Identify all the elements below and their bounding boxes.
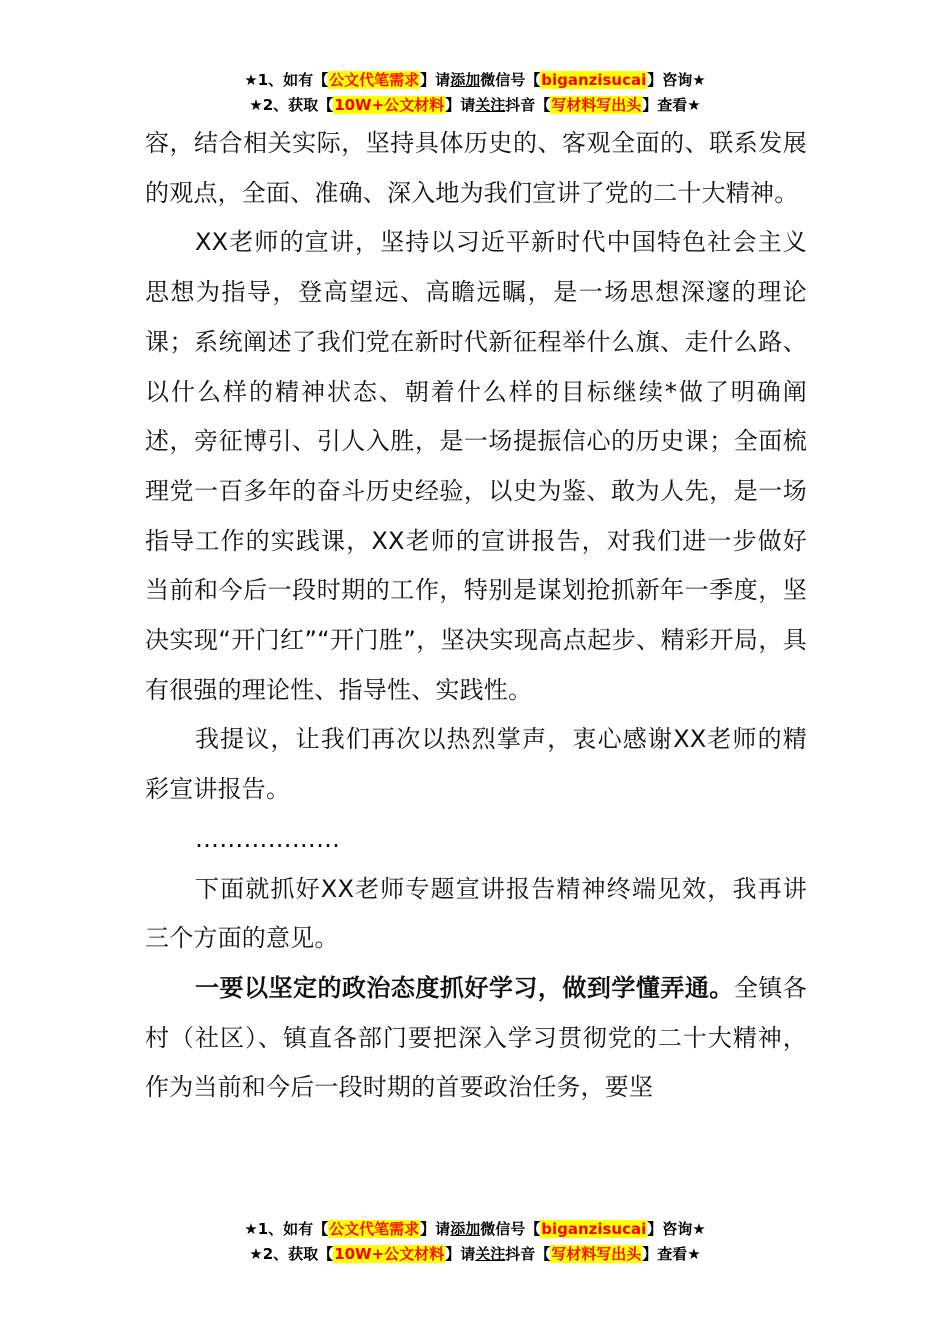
ellipsis-separator: ……………… [195,824,341,853]
highlight-materials: 10W+公文材料 [334,96,445,114]
paragraph-continuation: 容，结合相关实际，坚持具体历史的、客观全面的、联系发展的观点，全面、准确、深入地为我们宣讲了党的二十大精神。 [145,129,807,207]
underlined-word: 添加 [450,1220,481,1238]
banner-line-2 [0,93,950,118]
paragraph-lecture-review: XX老师的宣讲，坚持以习近平新时代中国特色社会主义思想为指导，登高望远、高瞻远瞩，是一场思想深邃的理论课；系统阐述了我们党在新时代新征程举什么旗、走什么路、以什么样的精神状态、朝着什么样的目标继续*做了明确阐述，旁征博引、引人入胜，是一场提振信心的历史课；全面梳理党一百多年的奋斗历史经验，以史为鉴、敢为人先，是一场指导工作的实践课，XX老师的宣讲报告，对我们进一步做好当前和今后一段时期的工作，特别是谋划抢抓新年一季度，坚决实现“开门红”“开门胜”，坚决实现高点起步、精彩开局，具有很强的理论性、指导性、实践性。 [145,228,807,704]
underlined-word: 关注 [475,1245,506,1263]
banner-text: 】查看★ [642,1245,701,1263]
paragraph-intro-opinions: 下面就抓好XX老师专题宣讲报告精神终端见效，我再讲三个方面的意见。 [145,874,807,953]
banner-text: 】请 [420,1220,451,1238]
banner-text: ★1、如有【 [244,71,329,89]
first-point-heading: 一要以坚定的政治态度抓好学习，做到学懂弄通。 [195,973,734,1002]
highlight-douyin-account: 写材料写出头 [551,96,642,114]
first-point-text: 全镇各村（社区）、镇直各部门要把深入学习贯彻党的二十大精神，作为当前和今后一段时期的首要政治任务，要坚 [145,973,807,1102]
banner-line-2 [0,1242,950,1267]
banner-text: 抖音【 [505,96,551,114]
banner-text: ★2、获取【 [249,96,334,114]
highlight-service: 公文代笔需求 [329,1220,420,1238]
banner-text: 微信号【 [480,1220,541,1238]
highlight-wechat-id: biganzisucai [541,1220,647,1238]
banner-text: 微信号【 [480,71,541,89]
banner-text: 】请 [445,1245,476,1263]
highlight-douyin-account: 写材料写出头 [551,1245,642,1263]
underlined-word: 添加 [450,71,481,89]
banner-text: 】请 [445,96,476,114]
header-banner [0,68,950,118]
document-body [145,119,807,1113]
banner-text: 抖音【 [505,1245,551,1263]
highlight-wechat-id: biganzisucai [541,71,647,89]
highlight-materials: 10W+公文材料 [334,1245,445,1263]
paragraph-applause: 我提议，让我们再次以热烈掌声，衷心感谢XX老师的精彩宣讲报告。 [145,725,807,804]
paragraph-first-point [145,964,807,1113]
banner-text: ★1、如有【 [244,1220,329,1238]
banner-text: 】请 [420,71,451,89]
banner-text: 】咨询★ [647,1220,706,1238]
banner-text: ★2、获取【 [249,1245,334,1263]
highlight-service: 公文代笔需求 [329,71,420,89]
banner-text: 】咨询★ [647,71,706,89]
banner-line-1 [0,68,950,93]
footer-banner [0,1217,950,1267]
banner-text: 】查看★ [642,96,701,114]
underlined-word: 关注 [475,96,506,114]
banner-line-1 [0,1217,950,1242]
